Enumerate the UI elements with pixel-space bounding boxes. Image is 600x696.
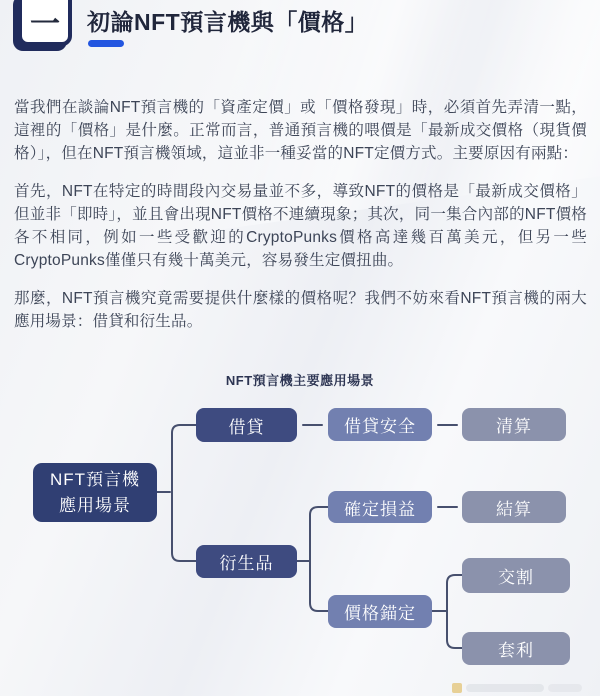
watermark-text-blur (466, 684, 544, 692)
watermark-text-blur (548, 684, 582, 692)
diagram-node-root-line2: 應用場景 (59, 495, 131, 515)
diagram-node-settlement: 結算 (462, 491, 566, 523)
diagram-node-arbitrage: 套利 (462, 632, 570, 665)
page-title: 初論NFT預言機與「價格」 (87, 9, 369, 35)
diagram-node-derivatives: 衍生品 (196, 545, 297, 578)
page-header (0, 0, 600, 56)
section-number: 一 (30, 8, 60, 41)
paragraph-2: 首先，NFT在特定的時間段內交易量並不多，導致NFT的價格是「最新成交價格」但並非「即時」，並且會出現NFT價格不連續現象；其次，同一集合內部的NFT價格各不相同，例如一些受歡迎的CryptoPunks價格高達幾百萬美元，但另一些CryptoPunks僅僅只有幾十萬美元，容易發生定價扭曲。 (14, 183, 587, 269)
application-scenarios-diagram (0, 360, 600, 696)
section-number-badge (18, 0, 72, 46)
diagram-node-lending-safety: 借貸安全 (328, 408, 432, 441)
paragraph-1: 當我們在談論NFT預言機的「資產定價」或「價格發現」時，必須首先弄清一點，這裡的「價格」是什麼。正常而言，普通預言機的喂價是「最新成交價格（現貨價格）」，但在NFT預言機領域，這並非一種妥當的NFT定價方式。主要原因有兩點： (14, 99, 587, 162)
paragraph-3: 那麼，NFT預言機究竟需要提供什麼樣的價格呢？我們不妨來看NFT預言機的兩大應用場景：借貸和衍生品。 (14, 290, 587, 330)
diagram-title: NFT預言機主要應用場景 (225, 373, 375, 388)
source-watermark (452, 682, 582, 694)
diagram-node-determine-pnl: 確定損益 (328, 491, 432, 523)
diagram-node-delivery: 交割 (462, 558, 570, 593)
diagram-node-price-anchoring: 價格錨定 (328, 595, 432, 628)
title-underline-accent (88, 40, 124, 47)
diagram-node-root (33, 463, 157, 522)
diagram-node-liquidation: 清算 (462, 408, 566, 441)
diagram-node-lending: 借貸 (196, 408, 297, 442)
article-body (14, 96, 587, 348)
diagram-node-root-line1: NFT預言機 (49, 469, 141, 489)
watermark-logo-icon (452, 683, 462, 693)
